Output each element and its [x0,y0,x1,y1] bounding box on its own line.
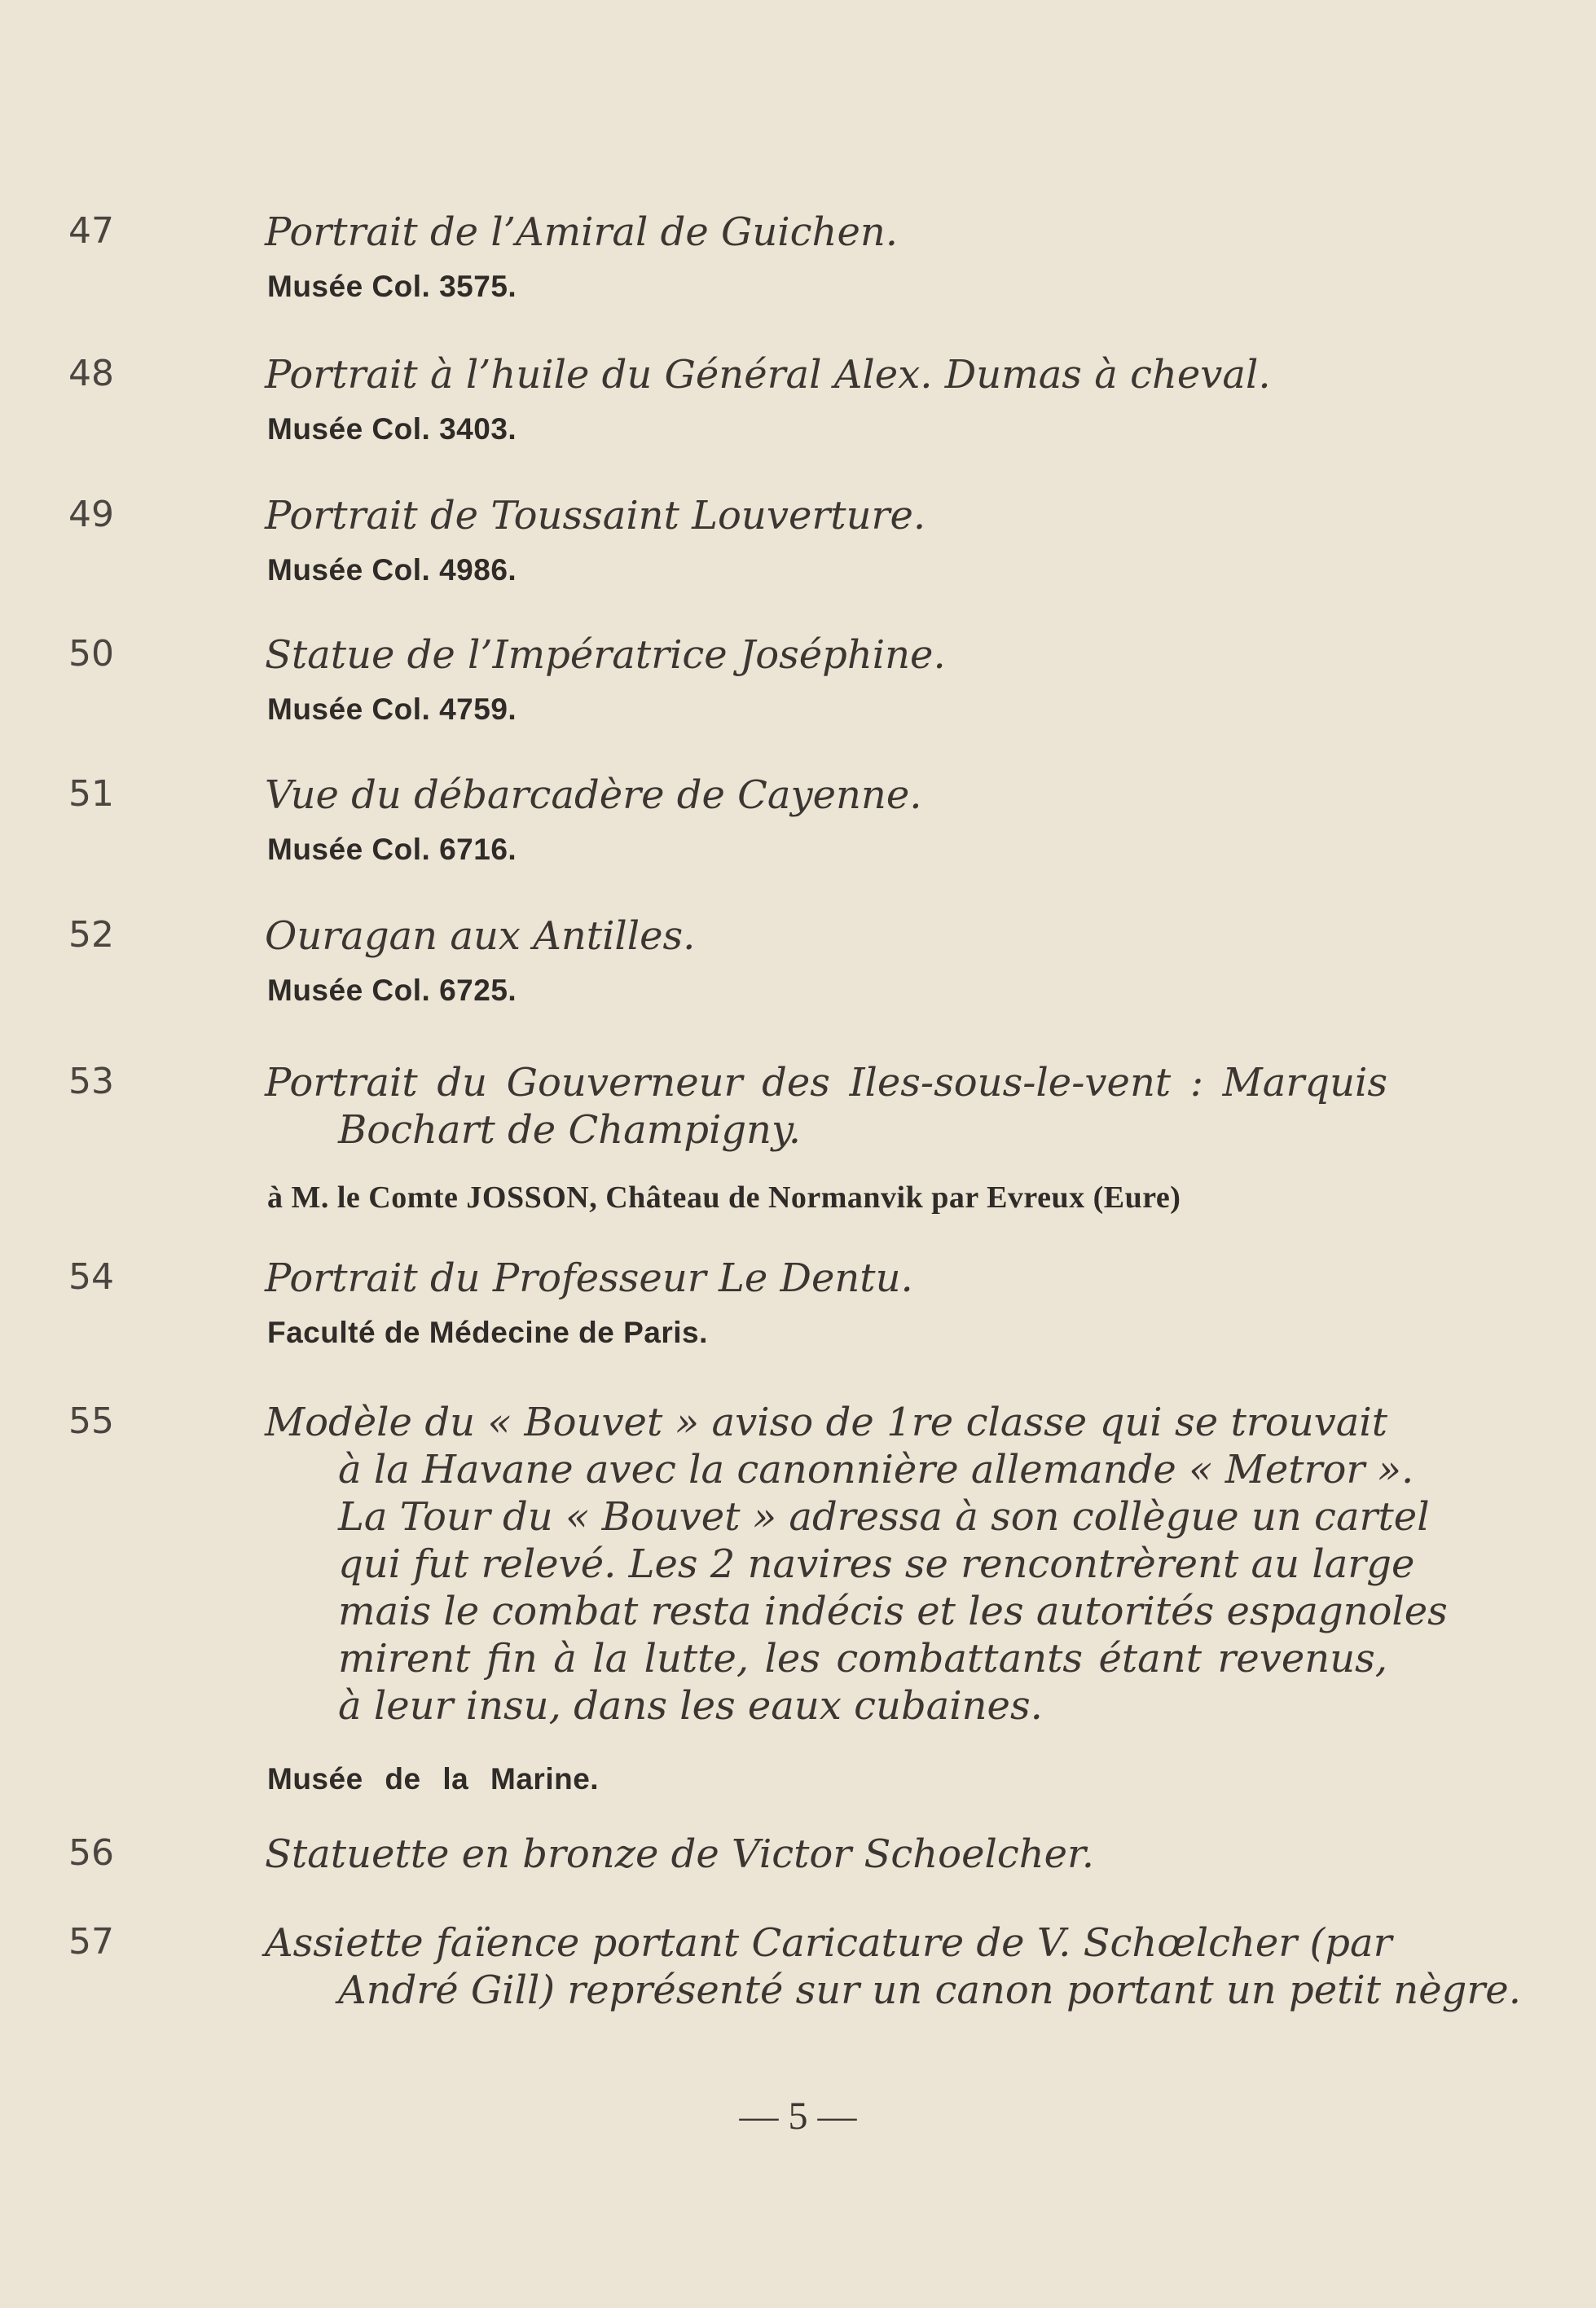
title-line: André Gill) représenté sur un canon portant un petit nègre. [338,1967,1521,2013]
title-line: à leur insu, dans les eaux cubaines. [338,1683,1043,1729]
entry-title [265,351,1387,398]
entry-number: 48 [68,353,114,394]
title-line: Portrait du Gouverneur des Iles-sous-le-vent : Marquis [265,1060,1387,1106]
page-number: — 5 — [739,2095,857,2138]
entry-number: 57 [68,1921,114,1963]
title-line: Assiette faïence portant Caricature de V. Schœlcher (par [265,1920,1392,1966]
title-line: Portrait du Professeur Le Dentu. [265,1255,913,1301]
entry-location: Musée Col. 4986. [267,553,517,587]
title-line: mirent fin à la lutte, les combattants étant revenus, [338,1636,1387,1682]
entry-location: Faculté de Médecine de Paris. [267,1316,708,1349]
title-line: Vue du débarcadère de Cayenne. [265,772,922,818]
entry-title [265,772,1387,819]
title-line: qui fut relevé. Les 2 navires se rencontrèrent au large [338,1541,1415,1587]
entry-title [265,1399,1448,1730]
entry-number: 54 [68,1256,114,1298]
title-line: Portrait de l’Amiral de Guichen. [265,209,899,255]
entry-title [265,1919,1521,2014]
entry-location: Musée Col. 4759. [267,692,517,726]
entry-title [265,492,1387,539]
entry-location: Musée Col. 3403. [267,412,517,446]
entry-number: 47 [68,210,114,252]
entry-title [265,1059,1387,1154]
entry-location: Musée Col. 6716. [267,833,517,866]
title-line: Statue de l’Impératrice Joséphine. [265,632,946,678]
title-line: La Tour du « Bouvet » adressa à son collègue un cartel [338,1494,1430,1540]
title-line: Bochart de Champigny. [338,1107,801,1153]
entry-number: 50 [68,633,114,675]
title-line: Modèle du « Bouvet » aviso de 1re classe qui se trouvait [265,1400,1387,1445]
entry-number: 56 [68,1832,114,1874]
entry-number: 49 [68,494,114,535]
entry-number: 53 [68,1061,114,1102]
title-line: Portrait à l’huile du Général Alex. Dumas à cheval. [265,352,1271,398]
title-line: à la Havane avec la canonnière allemande « Metror ». [338,1447,1414,1493]
entry-title [265,631,1387,679]
entry-number: 51 [68,773,114,815]
title-line: Statuette en bronze de Victor Schoelcher. [265,1831,1094,1877]
entry-location: à M. le Comte JOSSON, Château de Normanvik par Evreux (Eure) [267,1180,1181,1215]
title-line: Ouragan aux Antilles. [265,913,696,959]
title-line: mais le combat resta indécis et les autorités espagnoles [338,1589,1448,1634]
entry-location: Musée Col. 3575. [267,270,517,303]
entry-location: Musée Col. 6725. [267,974,517,1007]
entry-number: 52 [68,914,114,956]
entry-title [265,1831,1387,1878]
entry-location: Musée de la Marine. [267,1762,600,1796]
title-line: Portrait de Toussaint Louverture. [265,493,926,539]
entry-title [265,209,1387,256]
entry-title [265,1255,1387,1302]
entry-title [265,912,1387,960]
entry-number: 55 [68,1400,114,1442]
